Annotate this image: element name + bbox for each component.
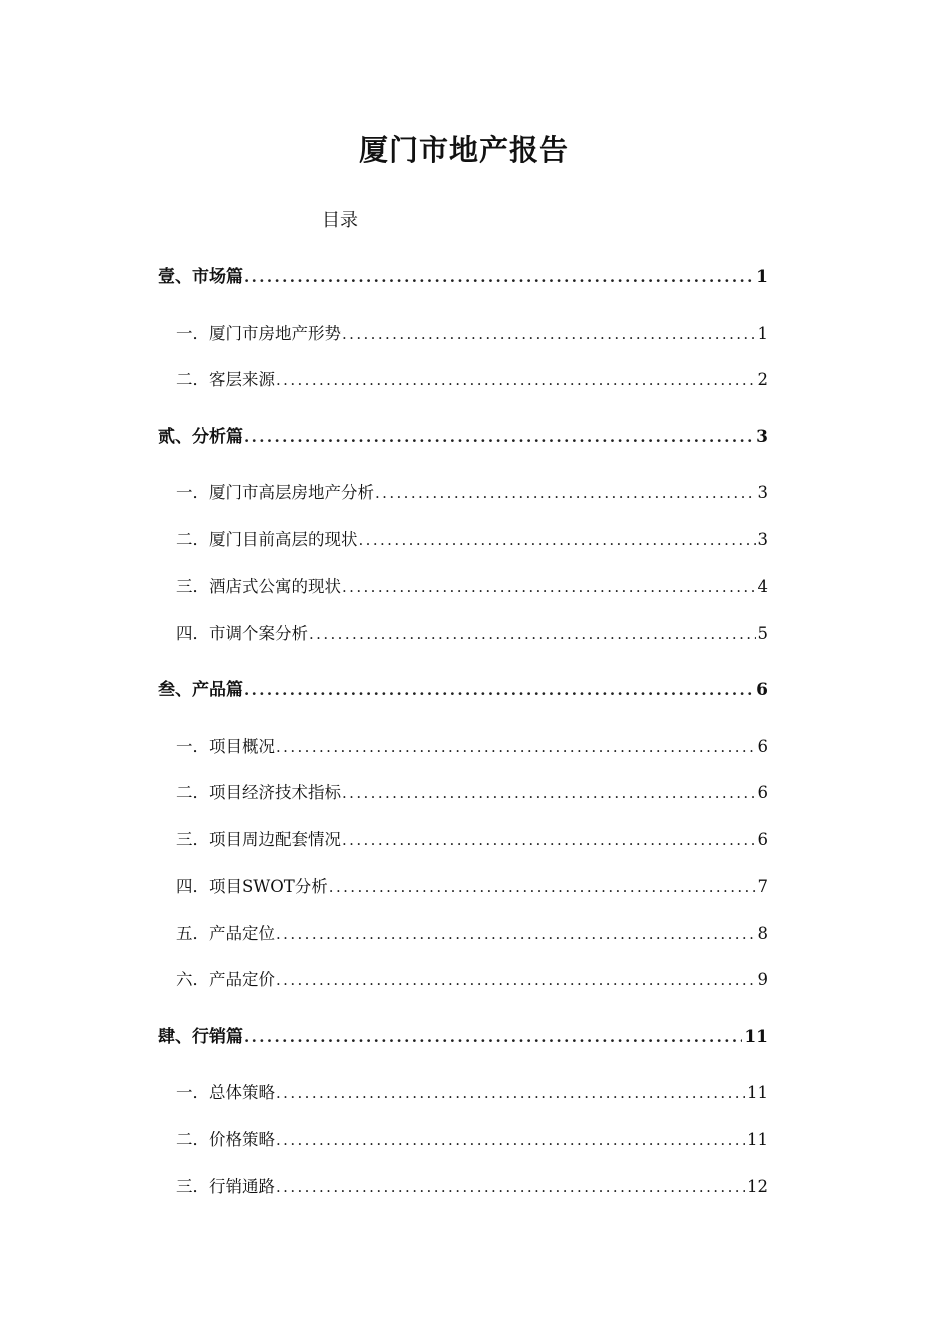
- toc-entry-page: 7: [757, 877, 768, 896]
- toc-entry-label: 总体策略: [209, 1083, 275, 1102]
- toc-dot-leader: [244, 1023, 742, 1051]
- toc-entry-label: 分析篇: [192, 427, 243, 447]
- toc-entry[interactable]: [176, 966, 768, 994]
- toc-entry-label: 市场篇: [192, 267, 243, 287]
- document-title: 厦门市地产报告: [358, 133, 569, 167]
- toc-entry-page: 9: [757, 970, 768, 989]
- toc-entry-page: 3: [757, 530, 768, 549]
- toc-entry-number: 壹、: [158, 267, 192, 287]
- toc-entry-label: 厦门市高层房地产分析: [209, 483, 374, 502]
- toc-entry-label: 项目经济技术指标: [209, 783, 341, 802]
- toc-dot-leader: [375, 479, 756, 507]
- toc-entry[interactable]: [158, 263, 768, 291]
- toc-entry-number: 一．: [176, 324, 209, 343]
- toc-dot-leader: [329, 873, 756, 901]
- toc-entry-label: 项目SWOT分析: [209, 877, 328, 896]
- toc-dot-leader: [359, 526, 756, 554]
- toc-dot-leader: [342, 573, 756, 601]
- toc-dot-leader: [276, 1173, 745, 1201]
- toc-entry[interactable]: [158, 676, 768, 704]
- toc-entry-number: 叁、: [158, 680, 192, 700]
- toc-entry[interactable]: [158, 423, 768, 451]
- toc-entry-label: 项目概况: [209, 737, 275, 756]
- toc-entry-number: 一．: [176, 737, 209, 756]
- toc-entry-number: 二．: [176, 783, 209, 802]
- toc-entry[interactable]: [176, 1079, 768, 1107]
- toc-entry-label: 市调个案分析: [209, 624, 308, 643]
- toc-entry-number: 四．: [176, 877, 209, 896]
- toc-entry-page: 6: [757, 737, 768, 756]
- toc-entry[interactable]: [176, 479, 768, 507]
- toc-entry[interactable]: [176, 1173, 768, 1201]
- toc-dot-leader: [244, 263, 754, 291]
- toc-entry-page: 11: [747, 1083, 768, 1102]
- toc-entry[interactable]: [176, 920, 768, 948]
- toc-entry-page: 2: [757, 370, 768, 389]
- toc-entry-label: 价格策略: [209, 1130, 275, 1149]
- toc-entry-page: 1: [756, 267, 768, 287]
- toc-entry-page: 3: [757, 483, 768, 502]
- toc-entry-label: 行销篇: [192, 1027, 243, 1047]
- toc-entry-number: 二．: [176, 530, 209, 549]
- toc-entry-number: 贰、: [158, 427, 192, 447]
- toc-entry[interactable]: [176, 320, 768, 348]
- toc-entry-page: 5: [757, 624, 768, 643]
- toc-entry-number: 肆、: [158, 1027, 192, 1047]
- toc-dot-leader: [244, 676, 754, 704]
- toc-entry-page: 11: [747, 1130, 768, 1149]
- toc-dot-leader: [276, 366, 756, 394]
- toc-entry-page: 11: [744, 1027, 768, 1047]
- toc-entry[interactable]: [176, 573, 768, 601]
- toc-heading: 目录: [322, 210, 358, 231]
- toc-entry[interactable]: [176, 620, 768, 648]
- toc-entry-page: 6: [756, 680, 768, 700]
- toc-entry-label: 厦门目前高层的现状: [209, 530, 358, 549]
- toc-entry-label: 产品定位: [209, 924, 275, 943]
- toc-entry-number: 一．: [176, 483, 209, 502]
- toc-dot-leader: [276, 733, 756, 761]
- toc-entry-number: 五．: [176, 924, 209, 943]
- toc-entry-label: 项目周边配套情况: [209, 830, 341, 849]
- toc-entry-number: 四．: [176, 624, 209, 643]
- toc-entry-number: 三．: [176, 1177, 209, 1196]
- toc-dot-leader: [276, 966, 756, 994]
- toc-entry[interactable]: [176, 873, 768, 901]
- toc-entry[interactable]: [176, 826, 768, 854]
- toc-entry-number: 三．: [176, 577, 209, 596]
- toc-dot-leader: [342, 779, 756, 807]
- toc-entry-page: 4: [757, 577, 768, 596]
- toc-dot-leader: [276, 1126, 745, 1154]
- toc-entry-page: 3: [756, 427, 768, 447]
- toc-dot-leader: [342, 826, 756, 854]
- toc-dot-leader: [309, 620, 756, 648]
- toc-entry-page: 6: [757, 783, 768, 802]
- toc-entry-page: 12: [747, 1177, 768, 1196]
- toc-entry-page: 8: [757, 924, 768, 943]
- toc-entry-number: 三．: [176, 830, 209, 849]
- toc-entry-label: 行销通路: [209, 1177, 275, 1196]
- toc-entry[interactable]: [176, 366, 768, 394]
- toc-entry-page: 6: [757, 830, 768, 849]
- toc-entry-number: 二．: [176, 1130, 209, 1149]
- toc-entry-number: 二．: [176, 370, 209, 389]
- toc-dot-leader: [244, 423, 754, 451]
- toc-entry[interactable]: [176, 1126, 768, 1154]
- toc-entry-number: 一．: [176, 1083, 209, 1102]
- toc-entry-label: 厦门市房地产形势: [209, 324, 341, 343]
- toc-dot-leader: [276, 920, 756, 948]
- toc-entry-number: 六．: [176, 970, 209, 989]
- toc-entry[interactable]: [176, 779, 768, 807]
- toc-entry[interactable]: [176, 733, 768, 761]
- toc-entry-label: 产品篇: [192, 680, 243, 700]
- toc-dot-leader: [276, 1079, 745, 1107]
- toc-dot-leader: [342, 320, 756, 348]
- toc-entry-label: 客层来源: [209, 370, 275, 389]
- toc-entry-label: 酒店式公寓的现状: [209, 577, 341, 596]
- toc-entry[interactable]: [176, 526, 768, 554]
- toc-entry[interactable]: [158, 1023, 768, 1051]
- toc-entry-page: 1: [757, 324, 768, 343]
- toc-entry-label: 产品定价: [209, 970, 275, 989]
